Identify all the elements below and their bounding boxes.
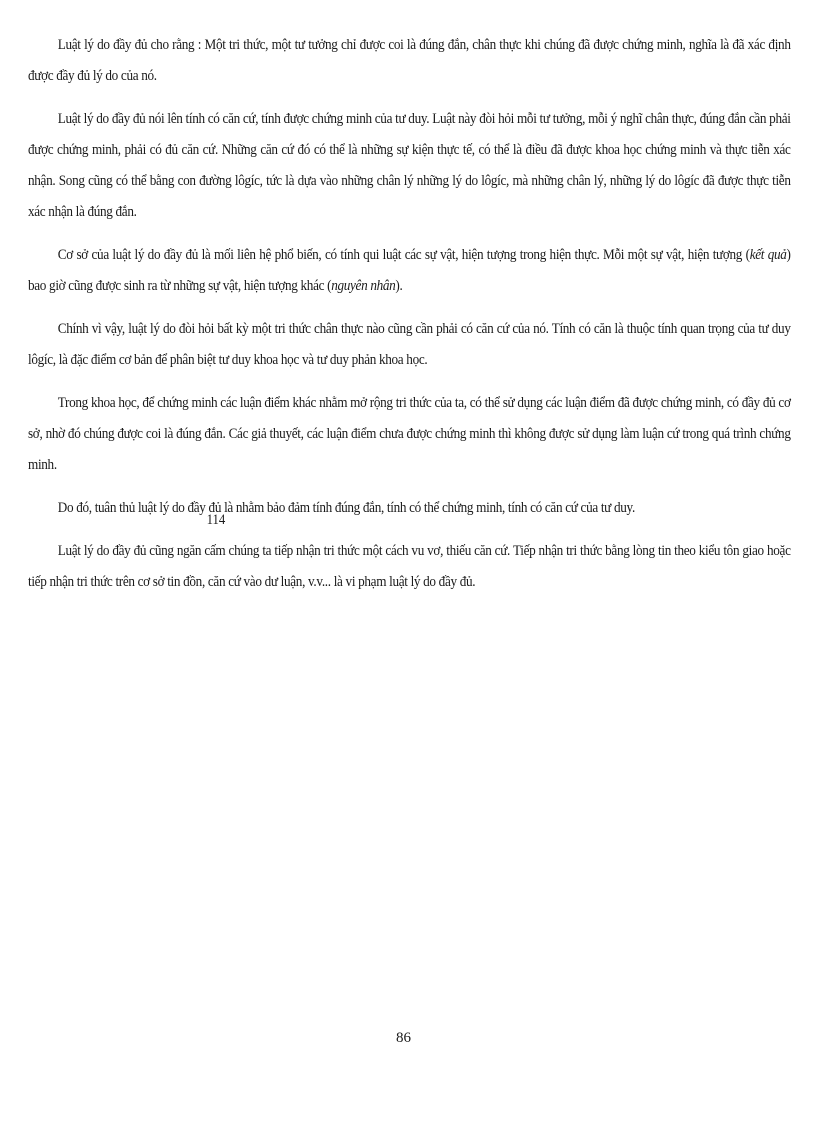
paragraph-3-middle: ) bao giờ cũng được sinh ra từ những sự vật, hiện tượng khác ( — [28, 247, 791, 294]
paragraph-5: Trong khoa học, để chứng minh các luận điểm khác nhằm mở rộng tri thức của ta, có thể sử dụng các luận điểm đã được chứng minh, có đầy đủ cơ sở, nhờ đó chúng được coi là đúng đắn. Các giả thuyết, các luận điểm chưa được chứng minh thì không được sử dụng làm luận cứ trong quá trình chứng minh. — [28, 395, 791, 473]
paragraph-3 — [28, 240, 791, 302]
paragraph-3-emphasis-1: kết quả — [749, 247, 787, 263]
paragraph-4: Chính vì vậy, luật lý do đòi hỏi bất kỳ một tri thức chân thực nào cũng cần phải có căn cứ của nó. Tính có căn là thuộc tính quan trọng của tư duy lôgíc, là đặc điểm cơ bản để phân biệt tư duy khoa học và tư duy phản khoa học. — [28, 321, 791, 368]
page-number: 86 — [396, 1030, 411, 1046]
document-body — [28, 30, 790, 610]
paragraph-2: Luật lý do đầy đủ nói lên tính có căn cứ, tính được chứng minh của tư duy. Luật này đòi hỏi mỗi tư tưởng, mỗi ý nghĩ chân thực, đúng đắn cần phải được chứng minh, phải có đủ căn cứ. Những căn cứ đó có thể là những sự kiện thực tế, có thể là điều đã được khoa học chứng minh và thực tiễn xác nhận. Song cũng có thể bằng con đường lôgíc, tức là dựa vào những chân lý những lý do lôgíc, mà những chân lý, những lý do lôgíc đã được thực tiễn xác nhận là đúng đắn. — [28, 111, 791, 220]
paragraph-6: Do đó, tuân thủ luật lý do đầy đủ là nhằm bảo đảm tính đúng đắn, tính có thể chứng minh, tính có căn cứ của tư duy. — [57, 500, 635, 516]
paragraph-3-emphasis-2: nguyên nhân — [331, 278, 396, 294]
paragraph-3-before: Cơ sở của luật lý do đầy đủ là mối liên hệ phổ biến, có tính qui luật các sự vật, hiện tượng trong hiện thực. Mỗi một sự vật, hiện tượng ( — [57, 247, 750, 263]
footnote-marker: 114 — [206, 512, 226, 528]
paragraph-7: Luật lý do đầy đủ cũng ngăn cấm chúng ta tiếp nhận tri thức một cách vu vơ, thiếu căn cứ. Tiếp nhận tri thức bằng lòng tin theo kiểu tôn giao hoặc tiếp nhận tri thức trên cơ sở tin đồn, căn cứ vào dư luận, v.v... là vi phạm luật lý do đầy đủ. — [28, 543, 791, 590]
paragraph-1: Luật lý do đầy đủ cho rằng : Một tri thức, một tư tưởng chỉ được coi là đúng đắn, chân thực khi chúng đã được chứng minh, nghĩa là đã xác định được đầy đủ lý do của nó. — [28, 37, 791, 84]
paragraph-3-after: ). — [395, 278, 403, 294]
